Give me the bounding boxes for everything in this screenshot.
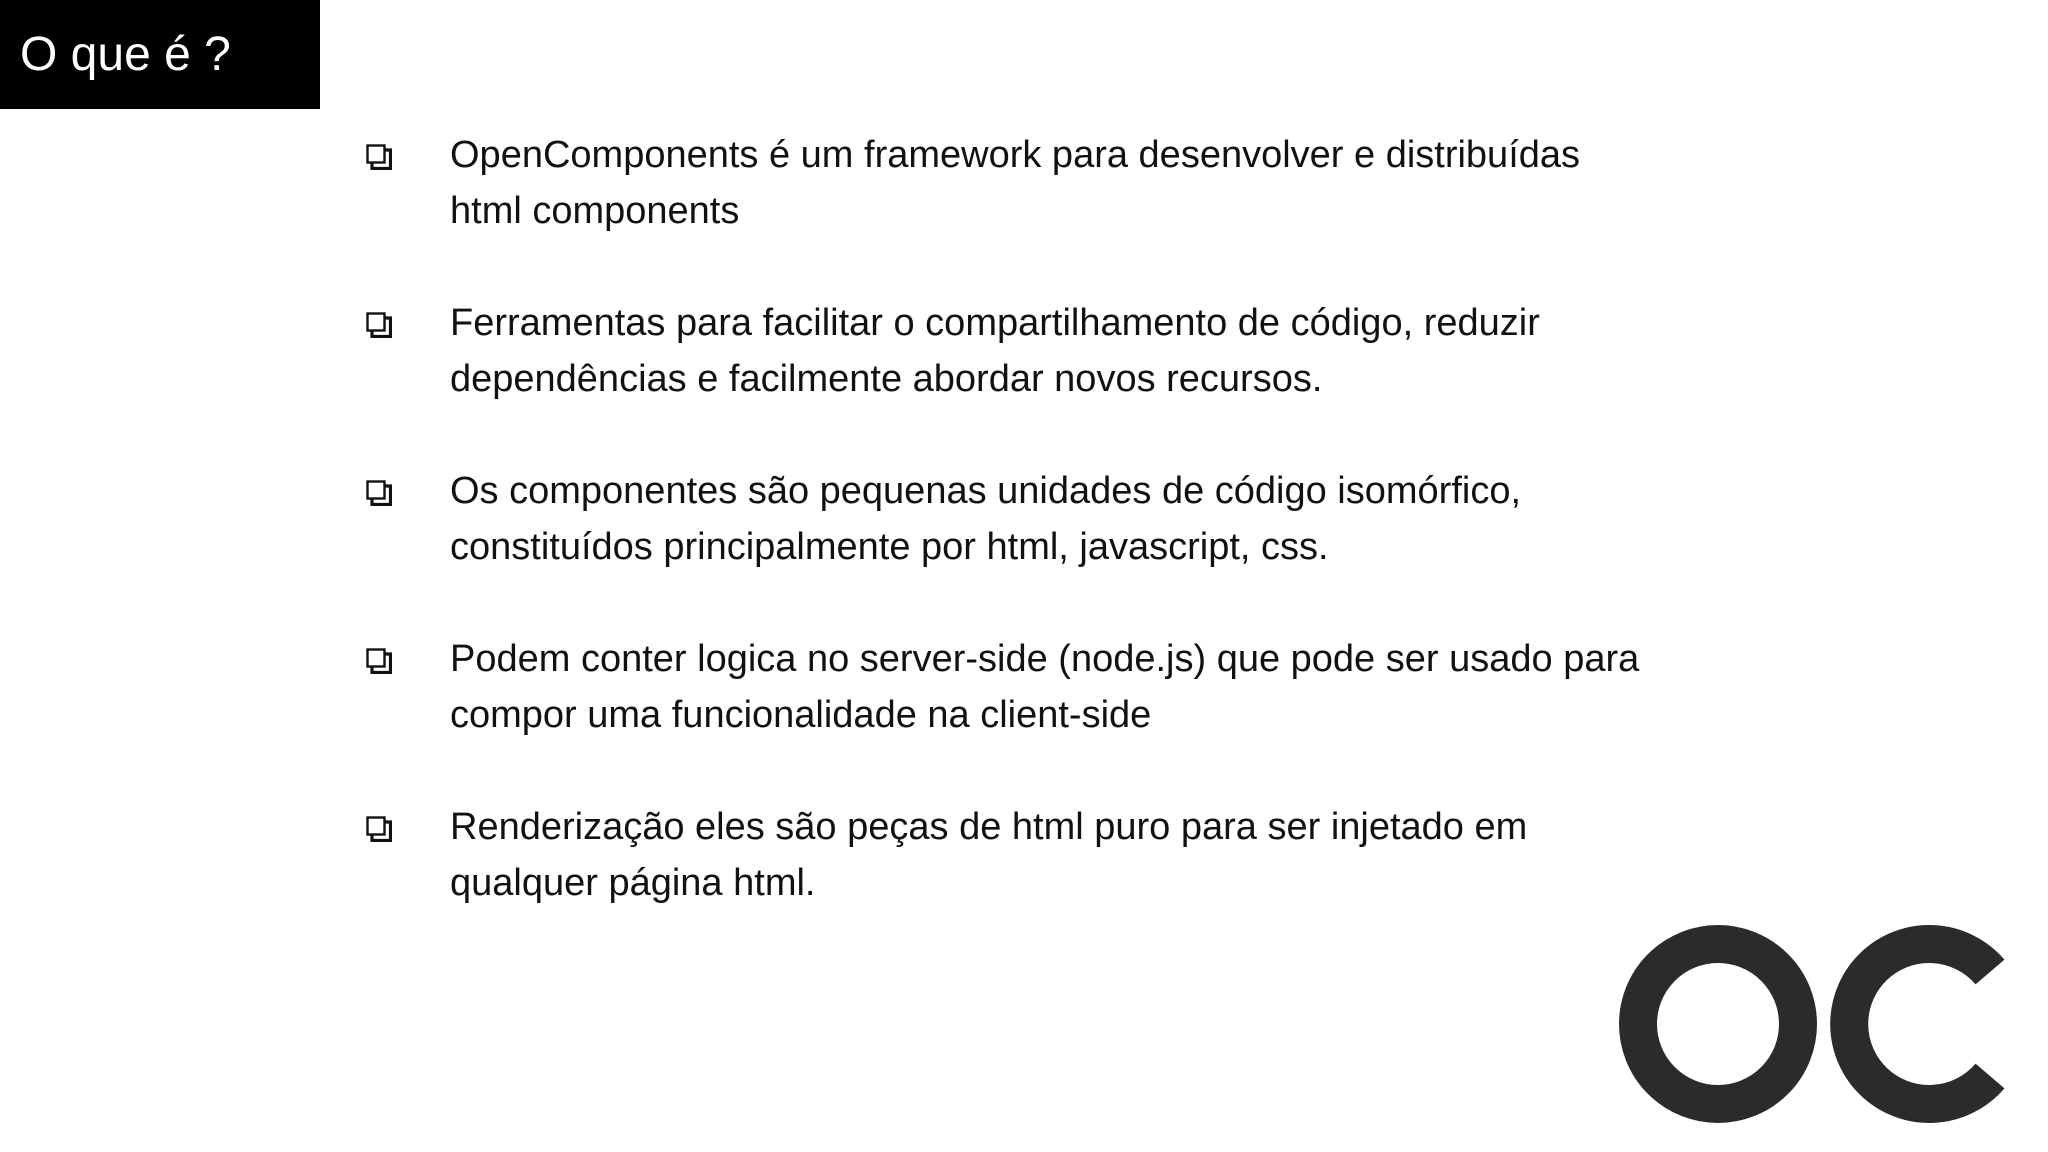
list-item [362, 631, 1662, 743]
hollow-box-bullet-icon [362, 463, 450, 519]
bullet-text: Podem conter logica no server-side (node.js) que pode ser usado para compor uma funcionalidade na client-side [450, 638, 1640, 736]
hollow-box-bullet-icon [362, 799, 450, 855]
bullet-text: Ferramentas para facilitar o compartilhamento de código, reduzir dependências e facilmente abordar novos recursos. [450, 302, 1540, 400]
hollow-box-bullet-icon [362, 631, 450, 687]
list-item [362, 127, 1662, 239]
hollow-box-bullet-icon [362, 295, 450, 351]
list-item [362, 799, 1662, 911]
slide-title: O que é ? [20, 27, 231, 81]
list-item [362, 295, 1662, 407]
bullet-text: Renderização eles são peças de html puro para ser injetado em qualquer página html. [450, 806, 1528, 904]
title-banner [0, 0, 320, 109]
bullet-list [362, 127, 1662, 911]
bullet-text: OpenComponents é um framework para desenvolver e distribuídas html components [450, 134, 1581, 232]
hollow-box-bullet-icon [362, 127, 450, 183]
list-item [362, 463, 1662, 575]
bullet-text: Os componentes são pequenas unidades de código isomórfico, constituídos principalmente por html, javascript, css. [450, 470, 1522, 568]
opencomponents-logo-icon [1618, 924, 2008, 1124]
